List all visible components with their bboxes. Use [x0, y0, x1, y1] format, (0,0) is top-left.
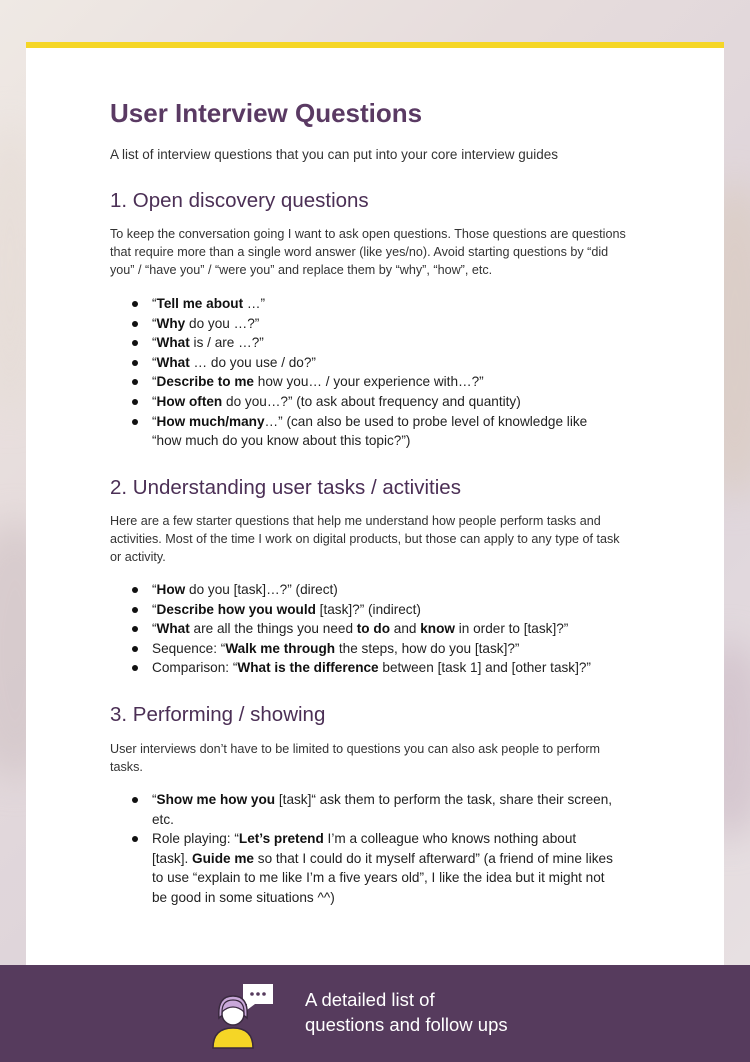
section-intro: Here are a few starter questions that help me understand how people perform tasks and activities. Most of the time I work on digital products, but those can apply to any type of task or activity. — [110, 514, 620, 564]
list-item: “Describe how you would [task]?” (indirect) — [136, 600, 616, 620]
keyword: What — [156, 354, 190, 370]
interviewee-speech-bubble-icon — [207, 980, 275, 1052]
question-list — [136, 580, 616, 678]
list-item: “How do you [task]…?” (direct) — [136, 580, 616, 600]
keyword: How — [156, 582, 186, 597]
keyword: Describe to me — [156, 374, 254, 390]
keyword: Walk me through — [225, 640, 336, 656]
keyword: Tell me about — [156, 296, 244, 311]
keyword: What — [156, 621, 190, 637]
keyword: Show me how you — [156, 792, 276, 807]
page-subtitle: A list of interview questions that you can put into your core interview guides — [110, 147, 558, 162]
question-list — [136, 790, 616, 908]
list-item: “What are all the things you need to do and know in order to [task]?” — [136, 619, 616, 639]
section-heading: 1. Open discovery questions — [110, 189, 369, 212]
keyword: Guide me — [192, 850, 254, 866]
footer-line: A detailed list of — [305, 989, 435, 1010]
footer-banner — [0, 965, 750, 1062]
keyword: Why — [156, 315, 186, 331]
keyword: What — [156, 335, 190, 351]
section-intro: User interviews don’t have to be limited to questions you can also ask people to perform tasks. — [110, 742, 601, 774]
section-heading: 3. Performing / showing — [110, 703, 326, 726]
list-item: “What is / are …?” — [136, 333, 616, 353]
list-item: Role playing: “Let’s pretend I’m a colleague who knows nothing about [task]. Guide me so that I could do it myself afterward” (a friend of mine likes to use “explain to me like I’m a five years old”, I like the idea but it might not be good in some situations ^^) — [136, 829, 616, 907]
list-item: “Describe to me how you… / your experience with…?” — [136, 372, 616, 392]
section-intro: To keep the conversation going I want to ask open questions. Those questions are questions that require more than a single word answer (like yes/no). Avoid starting questions by “did you” / “have you” / “were you” and replace them by “why”, “how”, etc. — [110, 227, 626, 277]
list-item: Sequence: “Walk me through the steps, how do you [task]?” — [136, 639, 616, 659]
list-item: “Tell me about …” — [136, 294, 616, 314]
keyword: How often — [156, 393, 223, 409]
list-item: “How much/many…” (can also be used to probe level of knowledge like “how much do you know about this topic?”) — [136, 412, 616, 451]
keyword: Let’s pretend — [238, 831, 324, 847]
keyword: Describe how you would — [156, 601, 316, 617]
list-item: “What … do you use / do?” — [136, 353, 616, 373]
keyword: to do — [356, 621, 390, 637]
keyword: How much/many — [156, 413, 265, 429]
content-card — [26, 42, 724, 965]
section-heading: 2. Understanding user tasks / activities — [110, 476, 461, 499]
footer-text — [305, 987, 605, 1037]
list-item: Comparison: “What is the difference between [task 1] and [other task]?” — [136, 658, 616, 678]
keyword: know — [420, 621, 455, 637]
footer-line: questions and follow ups — [305, 1014, 508, 1035]
page-title: User Interview Questions — [110, 98, 423, 128]
keyword: What is the difference — [237, 660, 379, 676]
question-list — [136, 294, 616, 451]
list-item: “Why do you …?” — [136, 314, 616, 334]
list-item: “How often do you…?” (to ask about frequency and quantity) — [136, 392, 616, 412]
list-item: “Show me how you [task]“ ask them to perform the task, share their screen, etc. — [136, 790, 616, 829]
